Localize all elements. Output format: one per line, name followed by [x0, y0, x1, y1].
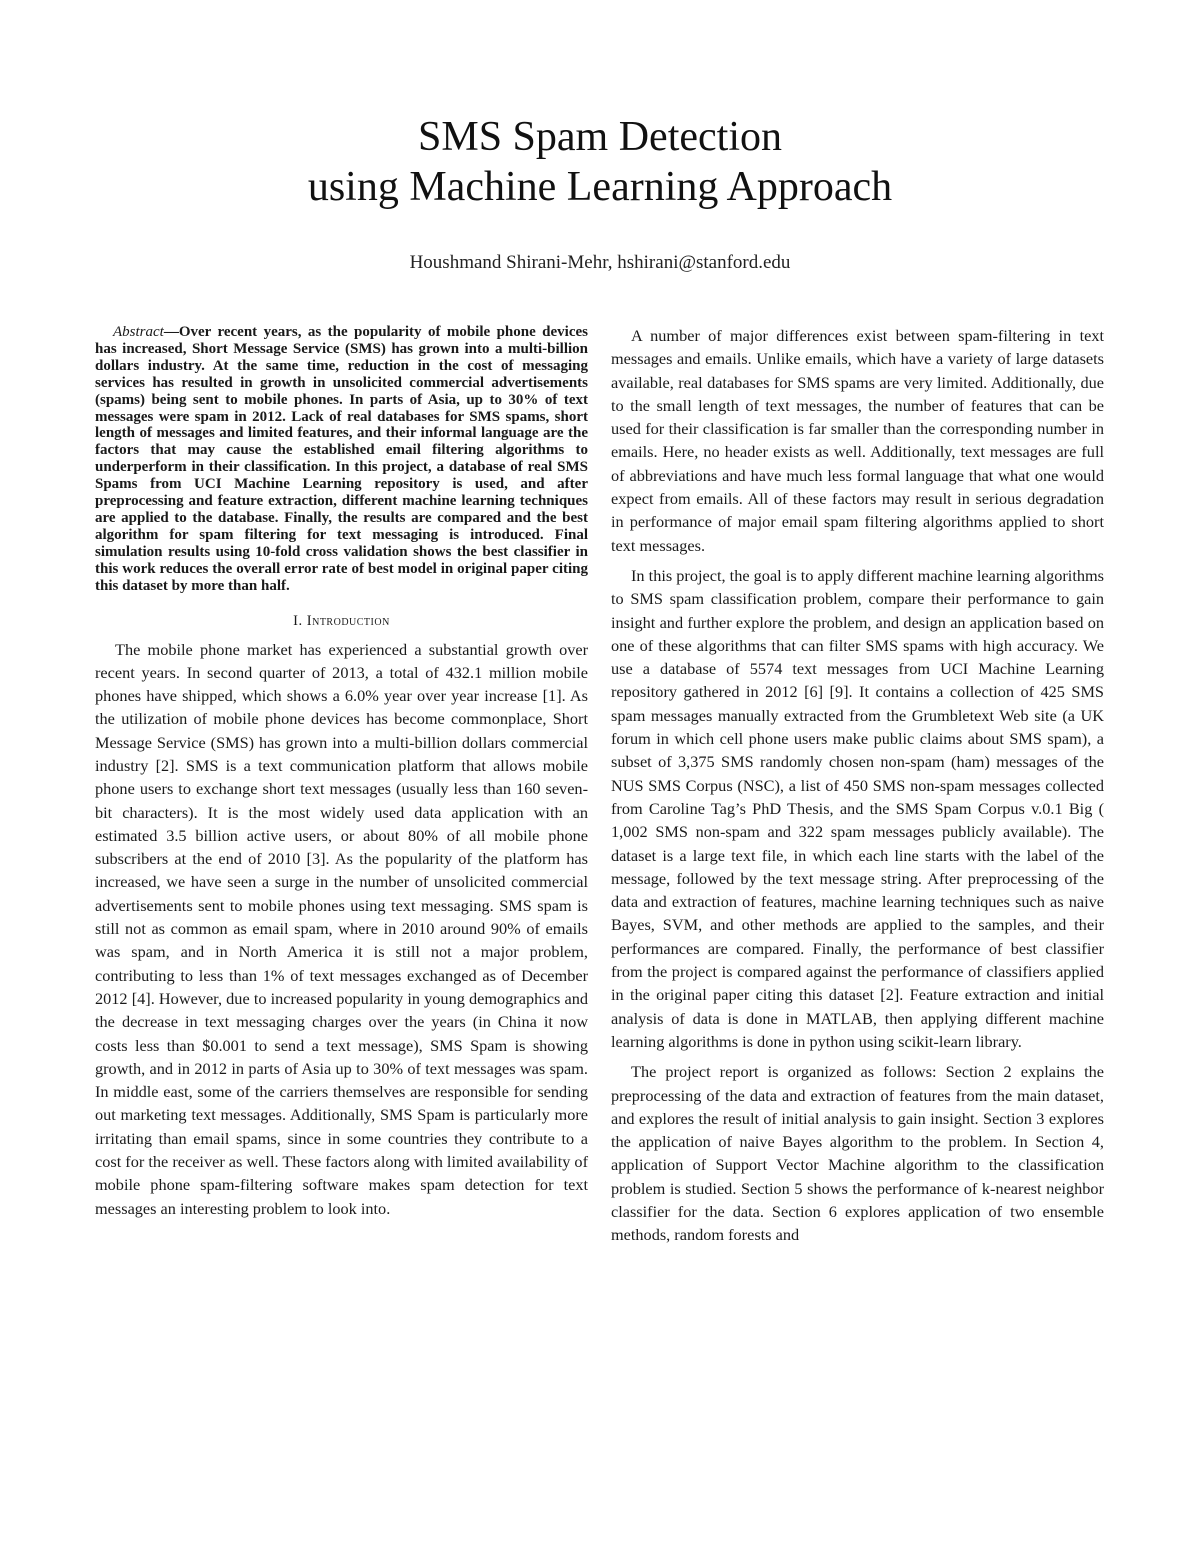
title-line-2: using Machine Learning Approach [307, 164, 893, 210]
section-title: Introduction [306, 612, 390, 629]
paper-title [0, 112, 1200, 212]
abstract-text: —Over recent years, as the popularity of mobile phone devices has increased, Short Message Service (SMS) has grown into a multi-billion dollars industry. At the same time, reduction in the cost of messaging services has resulted in growth in unsolicited commercial advertisements (spams) being sent to mobile phones. In parts of Asia, up to 30% of text messages were spam in 2012. Lack of real databases for SMS spams, short length of messages and limited features, and their informal language are the factors that may cause the established email filtering algorithms to underperform in their classification. In this project, a database of real SMS Spams from UCI Machine Learning repository is used, and after preprocessing and feature extraction, different machine learning techniques are applied to the database. Finally, the results are compared and the best algorithm for spam filtering for text messaging is introduced. Final simulation results using 10-fold cross validation shows the best classifier in this work reduces the overall error rate of best model in original paper citing this dataset by more than half. [95, 324, 588, 594]
abstract [95, 324, 588, 595]
title-line-1: SMS Spam Detection [418, 114, 782, 160]
abstract-lead: Abstract [113, 324, 164, 340]
author-line: Houshmand Shirani-Mehr, hshirani@stanford.edu [409, 252, 791, 273]
right-column [611, 324, 1104, 1247]
section-heading-introduction [95, 613, 588, 630]
section-number: I. [293, 612, 303, 629]
paragraph: A number of major differences exist between spam-filtering in text messages and emails. Unlike emails, which have a variety of large datasets available, real databases for SMS spams are very limited. Additionally, due to the small length of text messages, the number of features that can be used for their classification is far smaller than the corresponding number in emails. Here, no header exists as well. Additionally, text messages are full of abbreviations and have much less formal language that what one would expect from emails. All of these factors may result in serious degradation in performance of major email spam filtering algorithms applied to short text messages. [611, 326, 1104, 555]
paragraph: The project report is organized as follows: Section 2 explains the preprocessing of the data and extraction of features from the main dataset, and explores the result of initial analysis to gain insight. Section 3 explores the application of naive Bayes algorithm to the problem. In Section 4, application of Support Vector Machine algorithm to the classification problem is studied. Section 5 shows the performance of k-nearest neighbor classifier for the data. Section 6 explores application of two ensemble methods, random forests and [611, 1062, 1104, 1245]
paragraph: In this project, the goal is to apply different machine learning algorithms to SMS spam classification problem, compare their performance to gain insight and further explore the problem, and design an application based on one of these algorithms that can filter SMS spams with high accuracy. We use a database of 5574 text messages from UCI Machine Learning repository gathered in 2012 [6] [9]. It contains a collection of 425 SMS spam messages manually extracted from the Grumbletext Web site (a UK forum in which cell phone users make public claims about SMS spam), a subset of 3,375 SMS randomly chosen non-spam (ham) messages of the NUS SMS Corpus (NSC), a list of 450 SMS non-spam messages collected from Caroline Tag’s PhD Thesis, and the SMS Spam Corpus v.0.1 Big ( 1,002 SMS non-spam and 322 spam messages publicly available). The dataset is a large text file, in which each line starts with the label of the message, followed by the text message string. After preprocessing of the data and extraction of features, machine learning techniques such as naive Bayes, SVM, and other methods are applied to the samples, and their performances are compared. Finally, the performance of best classifier from the project is compared against the performance of classifiers applied in the original paper citing this dataset [2]. Feature extraction and initial analysis of data is done in MATLAB, then applying different machine learning algorithms is done in python using scikit-learn library. [611, 565, 1104, 1051]
left-column [95, 324, 588, 1220]
paragraph: The mobile phone market has experienced a substantial growth over recent years. In second quarter of 2013, a total of 432.1 million mobile phones have shipped, which shows a 6.0% year over year increase [1]. As the utilization of mobile phone devices has become commonplace, Short Message Service (SMS) has grown into a multi-billion dollars commercial industry [2]. SMS is a text communication platform that allows mobile phone users to exchange short text messages (usually less than 160 seven-bit characters). It is the most widely used data application with an estimated 3.5 billion active users, or about 80% of all mobile phone subscribers at the end of 2010 [3]. As the popularity of the platform has increased, we have seen a surge in the number of unsolicited commercial advertisements sent to mobile phones using text messaging. SMS spam is still not as common as email spam, where in 2010 around 90% of emails was spam, and in North America it is still not a major problem, contributing to less than 1% of text messages exchanged as of December 2012 [4]. However, due to increased popularity in young demographics and the decrease in text messaging charges over the years (in China it now costs less than $0.001 to send a text message), SMS Spam is showing growth, and in 2012 in parts of Asia up to 30% of text messages was spam. In middle east, some of the carriers themselves are responsible for sending out marketing text messages. Additionally, SMS Spam is particularly more irritating than email spams, since in some countries they contribute to a cost for the receiver as well. These factors along with limited availability of mobile phone spam-filtering software makes spam detection for text messages an interesting problem to look into. [95, 639, 588, 1218]
